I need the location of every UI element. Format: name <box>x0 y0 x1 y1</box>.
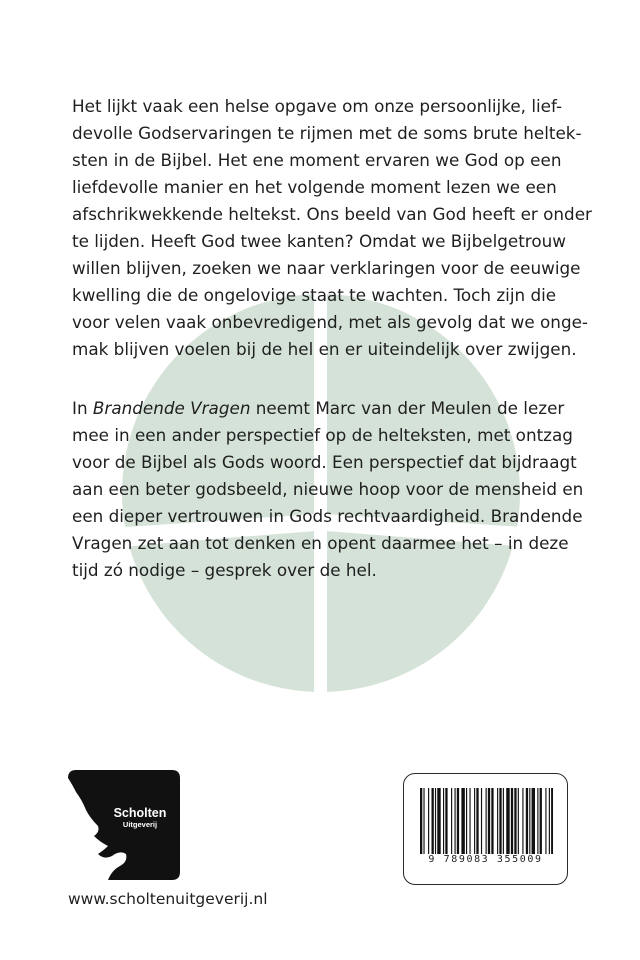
barcode-bar <box>476 788 478 854</box>
blurb-paragraph-2 <box>72 395 612 584</box>
barcode-bar <box>420 788 422 854</box>
barcode-bar <box>445 788 447 854</box>
barcode-bar <box>514 788 516 854</box>
barcode-bar <box>435 788 436 854</box>
barcode-bar <box>443 788 444 854</box>
barcode-bar <box>506 788 509 854</box>
barcode-bar <box>532 788 535 854</box>
barcode-bar <box>488 788 490 854</box>
barcode-bar <box>466 788 467 854</box>
barcode-bar <box>469 788 470 854</box>
barcode-bar <box>457 788 459 854</box>
barcode-number: 9 789083 355009 <box>428 854 543 865</box>
barcode-bar <box>486 788 487 854</box>
barcode-bar <box>437 788 440 854</box>
barcode-bar <box>481 788 482 854</box>
barcode-bar <box>432 788 434 854</box>
publisher-website[interactable]: www.scholtenuitgeverij.nl <box>68 890 268 908</box>
barcode-bar <box>551 788 553 854</box>
barcode-bar <box>518 788 519 854</box>
barcode-bar <box>526 788 528 854</box>
barcode-bar <box>540 788 542 854</box>
barcode-bar <box>455 788 456 854</box>
barcode-bar <box>491 788 493 854</box>
isbn-barcode <box>403 773 568 885</box>
barcode-bar <box>428 788 429 854</box>
logo-text <box>104 806 176 829</box>
blurb-p2-rest: neemt Marc van der Meulen de lezer mee in een ander perspectief op de helteksten, met ontzag voor de Bijbel als Gods woord. Een perspectief dat bijdraagt aan een beter godsbeeld, nieuwe hoop voor de mensheid en een dieper vertrouwen in Gods rechtvaardigheid. Brandende Vragen zet aan tot denken en opent daarmee het – in deze tijd zó nodige – gesprek over de hel. <box>72 398 584 580</box>
barcode-bars <box>420 788 553 854</box>
barcode-bar <box>503 788 504 854</box>
barcode-bar <box>545 788 546 854</box>
barcode-bar <box>499 788 501 854</box>
barcode-bar <box>461 788 464 854</box>
barcode-bar <box>549 788 550 854</box>
barcode-bar <box>511 788 513 854</box>
barcode-bar <box>529 788 530 854</box>
barcode-bar <box>522 788 523 854</box>
barcode-bar <box>497 788 498 854</box>
barcode-bar <box>423 788 424 854</box>
blurb-text <box>72 93 612 584</box>
publisher-logo <box>68 770 180 880</box>
barcode-bar <box>474 788 475 854</box>
logo-subtitle: Uitgeverij <box>122 820 158 829</box>
book-title: Brandende Vragen <box>92 398 251 418</box>
blurb-p2-lead: In <box>72 398 93 418</box>
logo-name: Scholten <box>113 806 167 820</box>
barcode-bar <box>537 788 538 854</box>
blurb-paragraph-1: Het lijkt vaak een helse opgave om onze persoonlijke, lief- devolle Godservaringen te rijmen met de soms brute heltek- sten in de Bijbel. Het ene moment ervaren we God op een liefdevolle manier en het volgende moment lezen we een afschrikwekkende heltekst. Ons beeld van God heeft er onder te lijden. Heeft God twee kanten? Omdat we Bijbelgetrouw willen blijven, zoeken we naar verklaringen voor de eeuwige kwelling die de ongelovige staat te wachten. Toch zijn die voor velen vaak onbevredigend, met als gevolg dat we onge- mak blijven voelen bij de hel en er uiteindelijk over zwijgen. <box>72 96 592 359</box>
barcode-bar <box>451 788 452 854</box>
